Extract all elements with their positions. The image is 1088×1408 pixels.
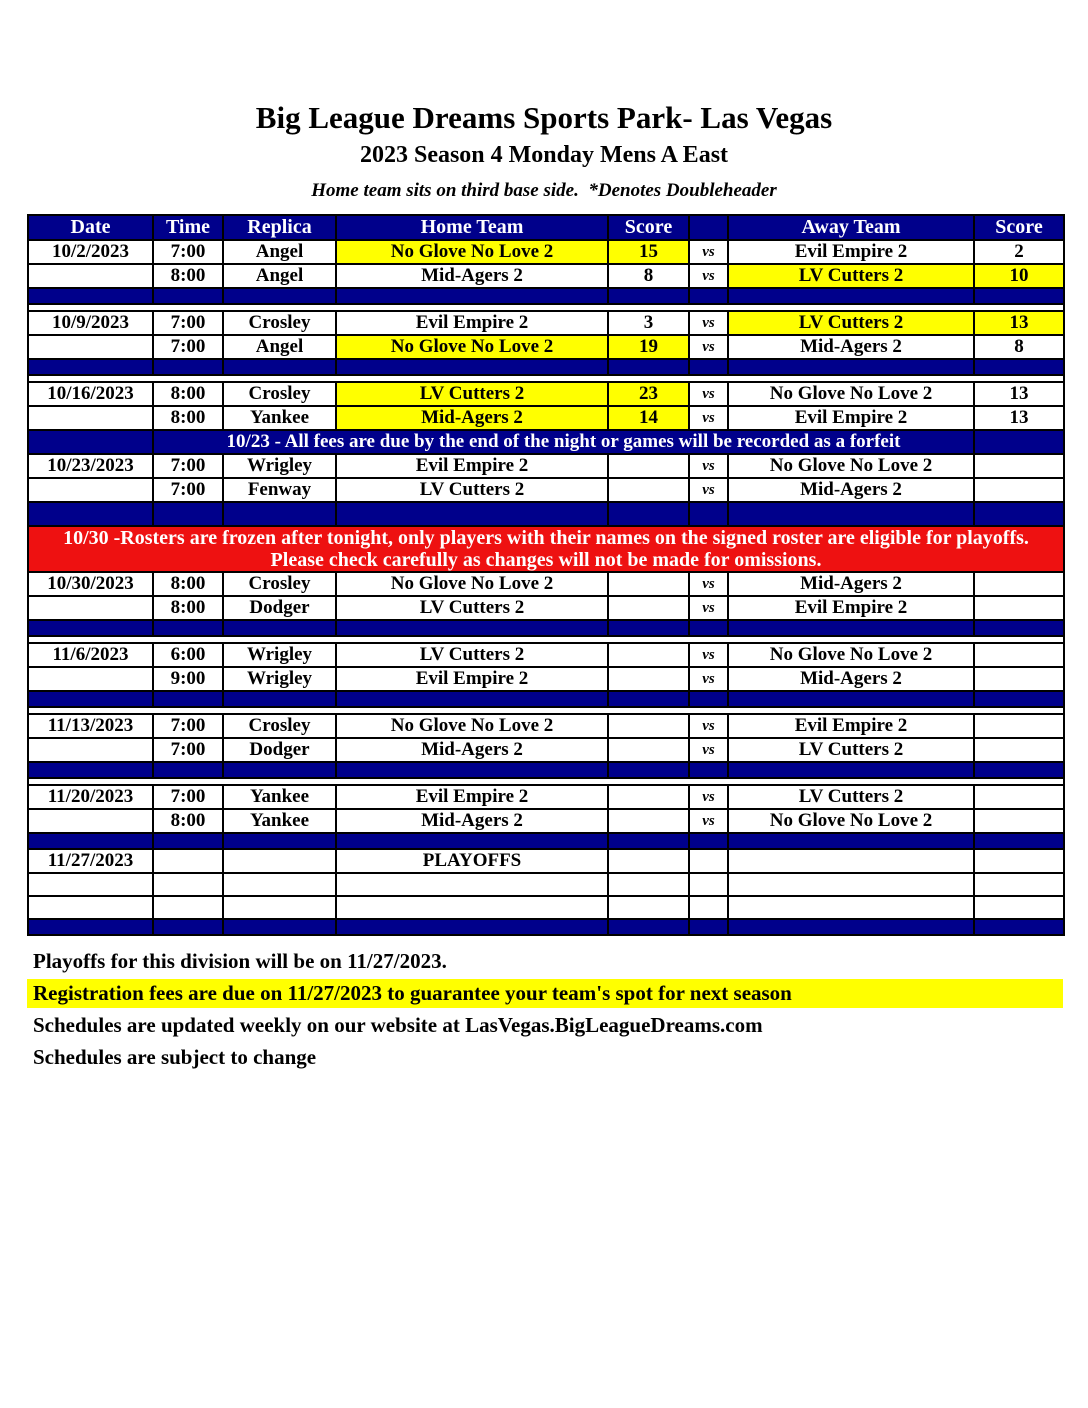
replica-cell: Yankee <box>223 406 336 430</box>
vs-label: vs <box>689 478 728 502</box>
home-team-cell: Mid-Agers 2 <box>336 264 608 288</box>
away-team-cell: LV Cutters 2 <box>728 311 974 335</box>
home-score-cell: 8 <box>608 264 689 288</box>
separator-row <box>28 359 1064 375</box>
separator-cell <box>28 833 153 849</box>
date-cell: 11/6/2023 <box>28 643 153 667</box>
header-cell-replica: Replica <box>223 215 336 240</box>
home-score-cell <box>608 667 689 691</box>
separator-cell <box>608 288 689 304</box>
separator-cell <box>153 359 223 375</box>
separator-cell <box>689 502 728 526</box>
game-row <box>28 809 1064 833</box>
time-cell: 7:00 <box>153 785 223 809</box>
game-row <box>28 382 1064 406</box>
separator-cell <box>223 359 336 375</box>
separator-cell <box>974 691 1064 707</box>
separator-cell <box>153 833 223 849</box>
home-team-cell: LV Cutters 2 <box>336 643 608 667</box>
game-row <box>28 335 1064 359</box>
date-cell: 10/23/2023 <box>28 454 153 478</box>
replica-cell: Angel <box>223 240 336 264</box>
vs-label <box>689 896 728 919</box>
footer-notes <box>27 947 1063 1072</box>
page-title: Big League Dreams Sports Park- Las Vegas <box>255 100 833 135</box>
separator-cell <box>608 762 689 778</box>
home-score-cell <box>608 596 689 620</box>
game-row <box>28 785 1064 809</box>
replica-cell: Dodger <box>223 596 336 620</box>
vs-label: vs <box>689 382 728 406</box>
separator-cell <box>689 691 728 707</box>
date-cell <box>28 406 153 430</box>
footer-website-line: Schedules are updated weekly on our website at LasVegas.BigLeagueDreams.com <box>33 1013 763 1037</box>
vs-label: vs <box>689 572 728 596</box>
replica-cell: Yankee <box>223 785 336 809</box>
spacer-row <box>28 778 1064 785</box>
time-cell: 8:00 <box>153 809 223 833</box>
game-row <box>28 714 1064 738</box>
vs-label: vs <box>689 454 728 478</box>
vs-label: vs <box>689 643 728 667</box>
away-team-cell: No Glove No Love 2 <box>728 382 974 406</box>
separator-cell <box>728 762 974 778</box>
time-cell: 7:00 <box>153 714 223 738</box>
date-cell: 11/20/2023 <box>28 785 153 809</box>
separator-cell <box>223 620 336 636</box>
header-cell-date: Date <box>28 215 153 240</box>
spacer-row <box>28 304 1064 311</box>
replica-cell: Crosley <box>223 311 336 335</box>
separator-row <box>28 691 1064 707</box>
date-cell: 11/27/2023 <box>28 849 153 873</box>
separator-cell <box>336 919 608 935</box>
footer-registration-line: Registration fees are due on 11/27/2023 to guarantee your team's spot for next season <box>27 979 1063 1008</box>
away-score-cell <box>974 572 1064 596</box>
separator-cell <box>28 762 153 778</box>
header-cell-vs <box>689 215 728 240</box>
home-score-cell <box>608 849 689 873</box>
spacer-cell <box>28 636 1064 643</box>
separator-cell <box>974 288 1064 304</box>
home-score-cell <box>608 714 689 738</box>
separator-cell <box>28 691 153 707</box>
fees-note-row <box>28 430 1064 454</box>
time-cell <box>153 849 223 873</box>
away-team-cell: Mid-Agers 2 <box>728 335 974 359</box>
away-score-cell <box>974 896 1064 919</box>
separator-cell <box>336 833 608 849</box>
away-score-cell <box>974 643 1064 667</box>
away-team-cell: Evil Empire 2 <box>728 240 974 264</box>
away-score-cell <box>974 667 1064 691</box>
away-score-cell <box>974 785 1064 809</box>
home-team-cell: No Glove No Love 2 <box>336 572 608 596</box>
separator-cell <box>153 502 223 526</box>
date-cell <box>28 596 153 620</box>
separator-cell <box>608 691 689 707</box>
game-row <box>28 596 1064 620</box>
separator-cell <box>153 620 223 636</box>
replica-cell <box>223 896 336 919</box>
game-row <box>28 454 1064 478</box>
home-score-cell <box>608 572 689 596</box>
vs-label: vs <box>689 596 728 620</box>
away-score-cell <box>974 738 1064 762</box>
game-row <box>28 240 1064 264</box>
time-cell: 7:00 <box>153 335 223 359</box>
separator-row <box>28 502 1064 526</box>
footer-playoffs-line: Playoffs for this division will be on 11/27/2023. <box>33 949 447 973</box>
spacer-cell <box>28 778 1064 785</box>
separator-cell <box>974 620 1064 636</box>
away-team-cell: No Glove No Love 2 <box>728 454 974 478</box>
separator-row <box>28 620 1064 636</box>
replica-cell: Angel <box>223 335 336 359</box>
time-cell: 6:00 <box>153 643 223 667</box>
separator-cell <box>336 620 608 636</box>
time-cell: 8:00 <box>153 406 223 430</box>
away-team-cell <box>728 873 974 896</box>
spacer-row <box>28 375 1064 382</box>
note-left-cell <box>28 430 153 454</box>
home-team-cell: Evil Empire 2 <box>336 785 608 809</box>
vs-label: vs <box>689 264 728 288</box>
home-score-cell: 23 <box>608 382 689 406</box>
home-score-cell <box>608 738 689 762</box>
separator-cell <box>728 833 974 849</box>
header-cell-score: Score <box>974 215 1064 240</box>
away-team-cell: LV Cutters 2 <box>728 738 974 762</box>
separator-cell <box>728 359 974 375</box>
separator-cell <box>974 502 1064 526</box>
game-row <box>28 849 1064 873</box>
game-row <box>28 406 1064 430</box>
time-cell: 8:00 <box>153 596 223 620</box>
separator-cell <box>689 288 728 304</box>
spacer-cell <box>28 304 1064 311</box>
home-score-cell: 19 <box>608 335 689 359</box>
time-cell: 7:00 <box>153 311 223 335</box>
banner-cell <box>28 526 1064 572</box>
home-team-cell: No Glove No Love 2 <box>336 335 608 359</box>
vs-label: vs <box>689 406 728 430</box>
separator-row <box>28 919 1064 935</box>
separator-cell <box>689 919 728 935</box>
time-cell <box>153 873 223 896</box>
separator-cell <box>223 919 336 935</box>
away-score-cell: 13 <box>974 382 1064 406</box>
separator-cell <box>28 919 153 935</box>
away-team-cell: Mid-Agers 2 <box>728 478 974 502</box>
separator-row <box>28 833 1064 849</box>
away-score-cell <box>974 714 1064 738</box>
date-cell: 11/13/2023 <box>28 714 153 738</box>
separator-cell <box>608 620 689 636</box>
separator-cell <box>608 919 689 935</box>
vs-label: vs <box>689 809 728 833</box>
game-row <box>28 264 1064 288</box>
replica-cell: Yankee <box>223 809 336 833</box>
header-cell-score: Score <box>608 215 689 240</box>
away-team-cell: Evil Empire 2 <box>728 714 974 738</box>
separator-cell <box>223 288 336 304</box>
home-score-cell <box>608 896 689 919</box>
replica-cell: Crosley <box>223 572 336 596</box>
replica-cell: Crosley <box>223 382 336 406</box>
replica-cell <box>223 873 336 896</box>
header-cell-away-team: Away Team <box>728 215 974 240</box>
home-team-cell: Evil Empire 2 <box>336 454 608 478</box>
away-team-cell: No Glove No Love 2 <box>728 643 974 667</box>
away-score-cell: 10 <box>974 264 1064 288</box>
away-score-cell <box>974 873 1064 896</box>
game-row <box>28 667 1064 691</box>
game-row <box>28 896 1064 919</box>
home-team-cell <box>336 873 608 896</box>
time-cell: 7:00 <box>153 454 223 478</box>
date-cell <box>28 335 153 359</box>
away-score-cell: 13 <box>974 311 1064 335</box>
date-cell: 10/9/2023 <box>28 311 153 335</box>
home-score-cell: 14 <box>608 406 689 430</box>
separator-cell <box>336 502 608 526</box>
spacer-cell <box>28 375 1064 382</box>
away-score-cell: 8 <box>974 335 1064 359</box>
time-cell: 7:00 <box>153 478 223 502</box>
date-cell <box>28 896 153 919</box>
replica-cell: Fenway <box>223 478 336 502</box>
home-score-cell <box>608 478 689 502</box>
separator-cell <box>608 359 689 375</box>
away-team-cell: No Glove No Love 2 <box>728 809 974 833</box>
separator-cell <box>153 288 223 304</box>
banner-line: 10/30 -Rosters are frozen after tonight, only players with their names on the signed roster are eligible for playoffs. <box>63 527 1029 549</box>
away-team-cell: Evil Empire 2 <box>728 596 974 620</box>
separator-cell <box>728 620 974 636</box>
date-cell <box>28 264 153 288</box>
game-row <box>28 572 1064 596</box>
date-cell <box>28 809 153 833</box>
time-cell: 8:00 <box>153 572 223 596</box>
separator-cell <box>974 762 1064 778</box>
separator-cell <box>689 833 728 849</box>
vs-label: vs <box>689 335 728 359</box>
away-score-cell <box>974 849 1064 873</box>
spacer-cell <box>28 707 1064 714</box>
separator-cell <box>608 502 689 526</box>
table-header-row <box>28 215 1064 240</box>
game-row <box>28 873 1064 896</box>
separator-cell <box>608 833 689 849</box>
replica-cell <box>223 849 336 873</box>
separator-cell <box>728 288 974 304</box>
away-team-cell: LV Cutters 2 <box>728 264 974 288</box>
away-score-cell <box>974 596 1064 620</box>
home-score-cell: 15 <box>608 240 689 264</box>
home-score-cell: 3 <box>608 311 689 335</box>
vs-label: vs <box>689 785 728 809</box>
game-row <box>28 643 1064 667</box>
game-row <box>28 478 1064 502</box>
replica-cell: Wrigley <box>223 667 336 691</box>
separator-cell <box>728 502 974 526</box>
away-team-cell <box>728 849 974 873</box>
time-cell <box>153 896 223 919</box>
separator-cell <box>153 762 223 778</box>
away-score-cell: 2 <box>974 240 1064 264</box>
vs-label: vs <box>689 667 728 691</box>
separator-cell <box>974 359 1064 375</box>
date-cell <box>28 478 153 502</box>
separator-cell <box>336 359 608 375</box>
time-cell: 7:00 <box>153 738 223 762</box>
home-score-cell <box>608 454 689 478</box>
away-score-cell <box>974 454 1064 478</box>
vs-label <box>689 873 728 896</box>
roster-banner-row <box>28 526 1064 572</box>
vs-label: vs <box>689 311 728 335</box>
home-score-cell <box>608 643 689 667</box>
date-cell <box>28 738 153 762</box>
away-score-cell <box>974 478 1064 502</box>
spacer-row <box>28 707 1064 714</box>
note-text-cell: 10/23 - All fees are due by the end of the night or games will be recorded as a forfeit <box>153 430 974 454</box>
time-cell: 8:00 <box>153 382 223 406</box>
home-score-cell <box>608 873 689 896</box>
separator-cell <box>28 502 153 526</box>
page-subtitle: 2023 Season 4 Monday Mens A East <box>359 142 729 168</box>
home-team-cell: Mid-Agers 2 <box>336 809 608 833</box>
separator-row <box>28 762 1064 778</box>
separator-cell <box>223 502 336 526</box>
date-cell: 10/2/2023 <box>28 240 153 264</box>
separator-cell <box>223 691 336 707</box>
home-team-cell: Evil Empire 2 <box>336 667 608 691</box>
separator-cell <box>153 691 223 707</box>
separator-row <box>28 288 1064 304</box>
vs-label: vs <box>689 738 728 762</box>
banner-line: Please check carefully as changes will not be made for omissions. <box>270 549 822 571</box>
date-cell: 10/30/2023 <box>28 572 153 596</box>
home-team-note: Home team sits on third base side. *Denotes Doubleheader <box>311 180 777 201</box>
game-row <box>28 738 1064 762</box>
away-team-cell <box>728 896 974 919</box>
footer-change-line: Schedules are subject to change <box>33 1045 317 1069</box>
vs-label: vs <box>689 714 728 738</box>
home-team-cell: No Glove No Love 2 <box>336 240 608 264</box>
date-cell: 10/16/2023 <box>28 382 153 406</box>
away-team-cell: Evil Empire 2 <box>728 406 974 430</box>
separator-cell <box>223 833 336 849</box>
away-team-cell: Mid-Agers 2 <box>728 667 974 691</box>
separator-cell <box>223 762 336 778</box>
replica-cell: Angel <box>223 264 336 288</box>
separator-cell <box>336 691 608 707</box>
header-cell-home-team: Home Team <box>336 215 608 240</box>
vs-label <box>689 849 728 873</box>
home-score-cell <box>608 785 689 809</box>
separator-cell <box>689 620 728 636</box>
separator-cell <box>974 833 1064 849</box>
replica-cell: Crosley <box>223 714 336 738</box>
spacer-row <box>28 636 1064 643</box>
away-team-cell: Mid-Agers 2 <box>728 572 974 596</box>
separator-cell <box>336 288 608 304</box>
home-team-cell <box>336 896 608 919</box>
time-cell: 7:00 <box>153 240 223 264</box>
vs-label: vs <box>689 240 728 264</box>
away-team-cell: LV Cutters 2 <box>728 785 974 809</box>
home-team-cell: No Glove No Love 2 <box>336 714 608 738</box>
home-team-cell: Mid-Agers 2 <box>336 406 608 430</box>
time-cell: 9:00 <box>153 667 223 691</box>
home-score-cell <box>608 809 689 833</box>
away-score-cell <box>974 809 1064 833</box>
home-team-cell: LV Cutters 2 <box>336 596 608 620</box>
separator-cell <box>974 919 1064 935</box>
separator-cell <box>336 762 608 778</box>
separator-cell <box>28 620 153 636</box>
home-team-cell: Evil Empire 2 <box>336 311 608 335</box>
separator-cell <box>28 359 153 375</box>
separator-cell <box>28 288 153 304</box>
replica-cell: Wrigley <box>223 643 336 667</box>
home-team-cell: Mid-Agers 2 <box>336 738 608 762</box>
separator-cell <box>153 919 223 935</box>
schedule-table <box>27 214 1065 936</box>
separator-cell <box>728 919 974 935</box>
home-team-cell: PLAYOFFS <box>336 849 608 873</box>
away-score-cell: 13 <box>974 406 1064 430</box>
separator-cell <box>728 691 974 707</box>
header-cell-time: Time <box>153 215 223 240</box>
game-row <box>28 311 1064 335</box>
separator-cell <box>689 762 728 778</box>
note-right-cell <box>974 430 1064 454</box>
date-cell <box>28 873 153 896</box>
replica-cell: Dodger <box>223 738 336 762</box>
time-cell: 8:00 <box>153 264 223 288</box>
replica-cell: Wrigley <box>223 454 336 478</box>
home-team-cell: LV Cutters 2 <box>336 382 608 406</box>
home-team-cell: LV Cutters 2 <box>336 478 608 502</box>
date-cell <box>28 667 153 691</box>
separator-cell <box>689 359 728 375</box>
